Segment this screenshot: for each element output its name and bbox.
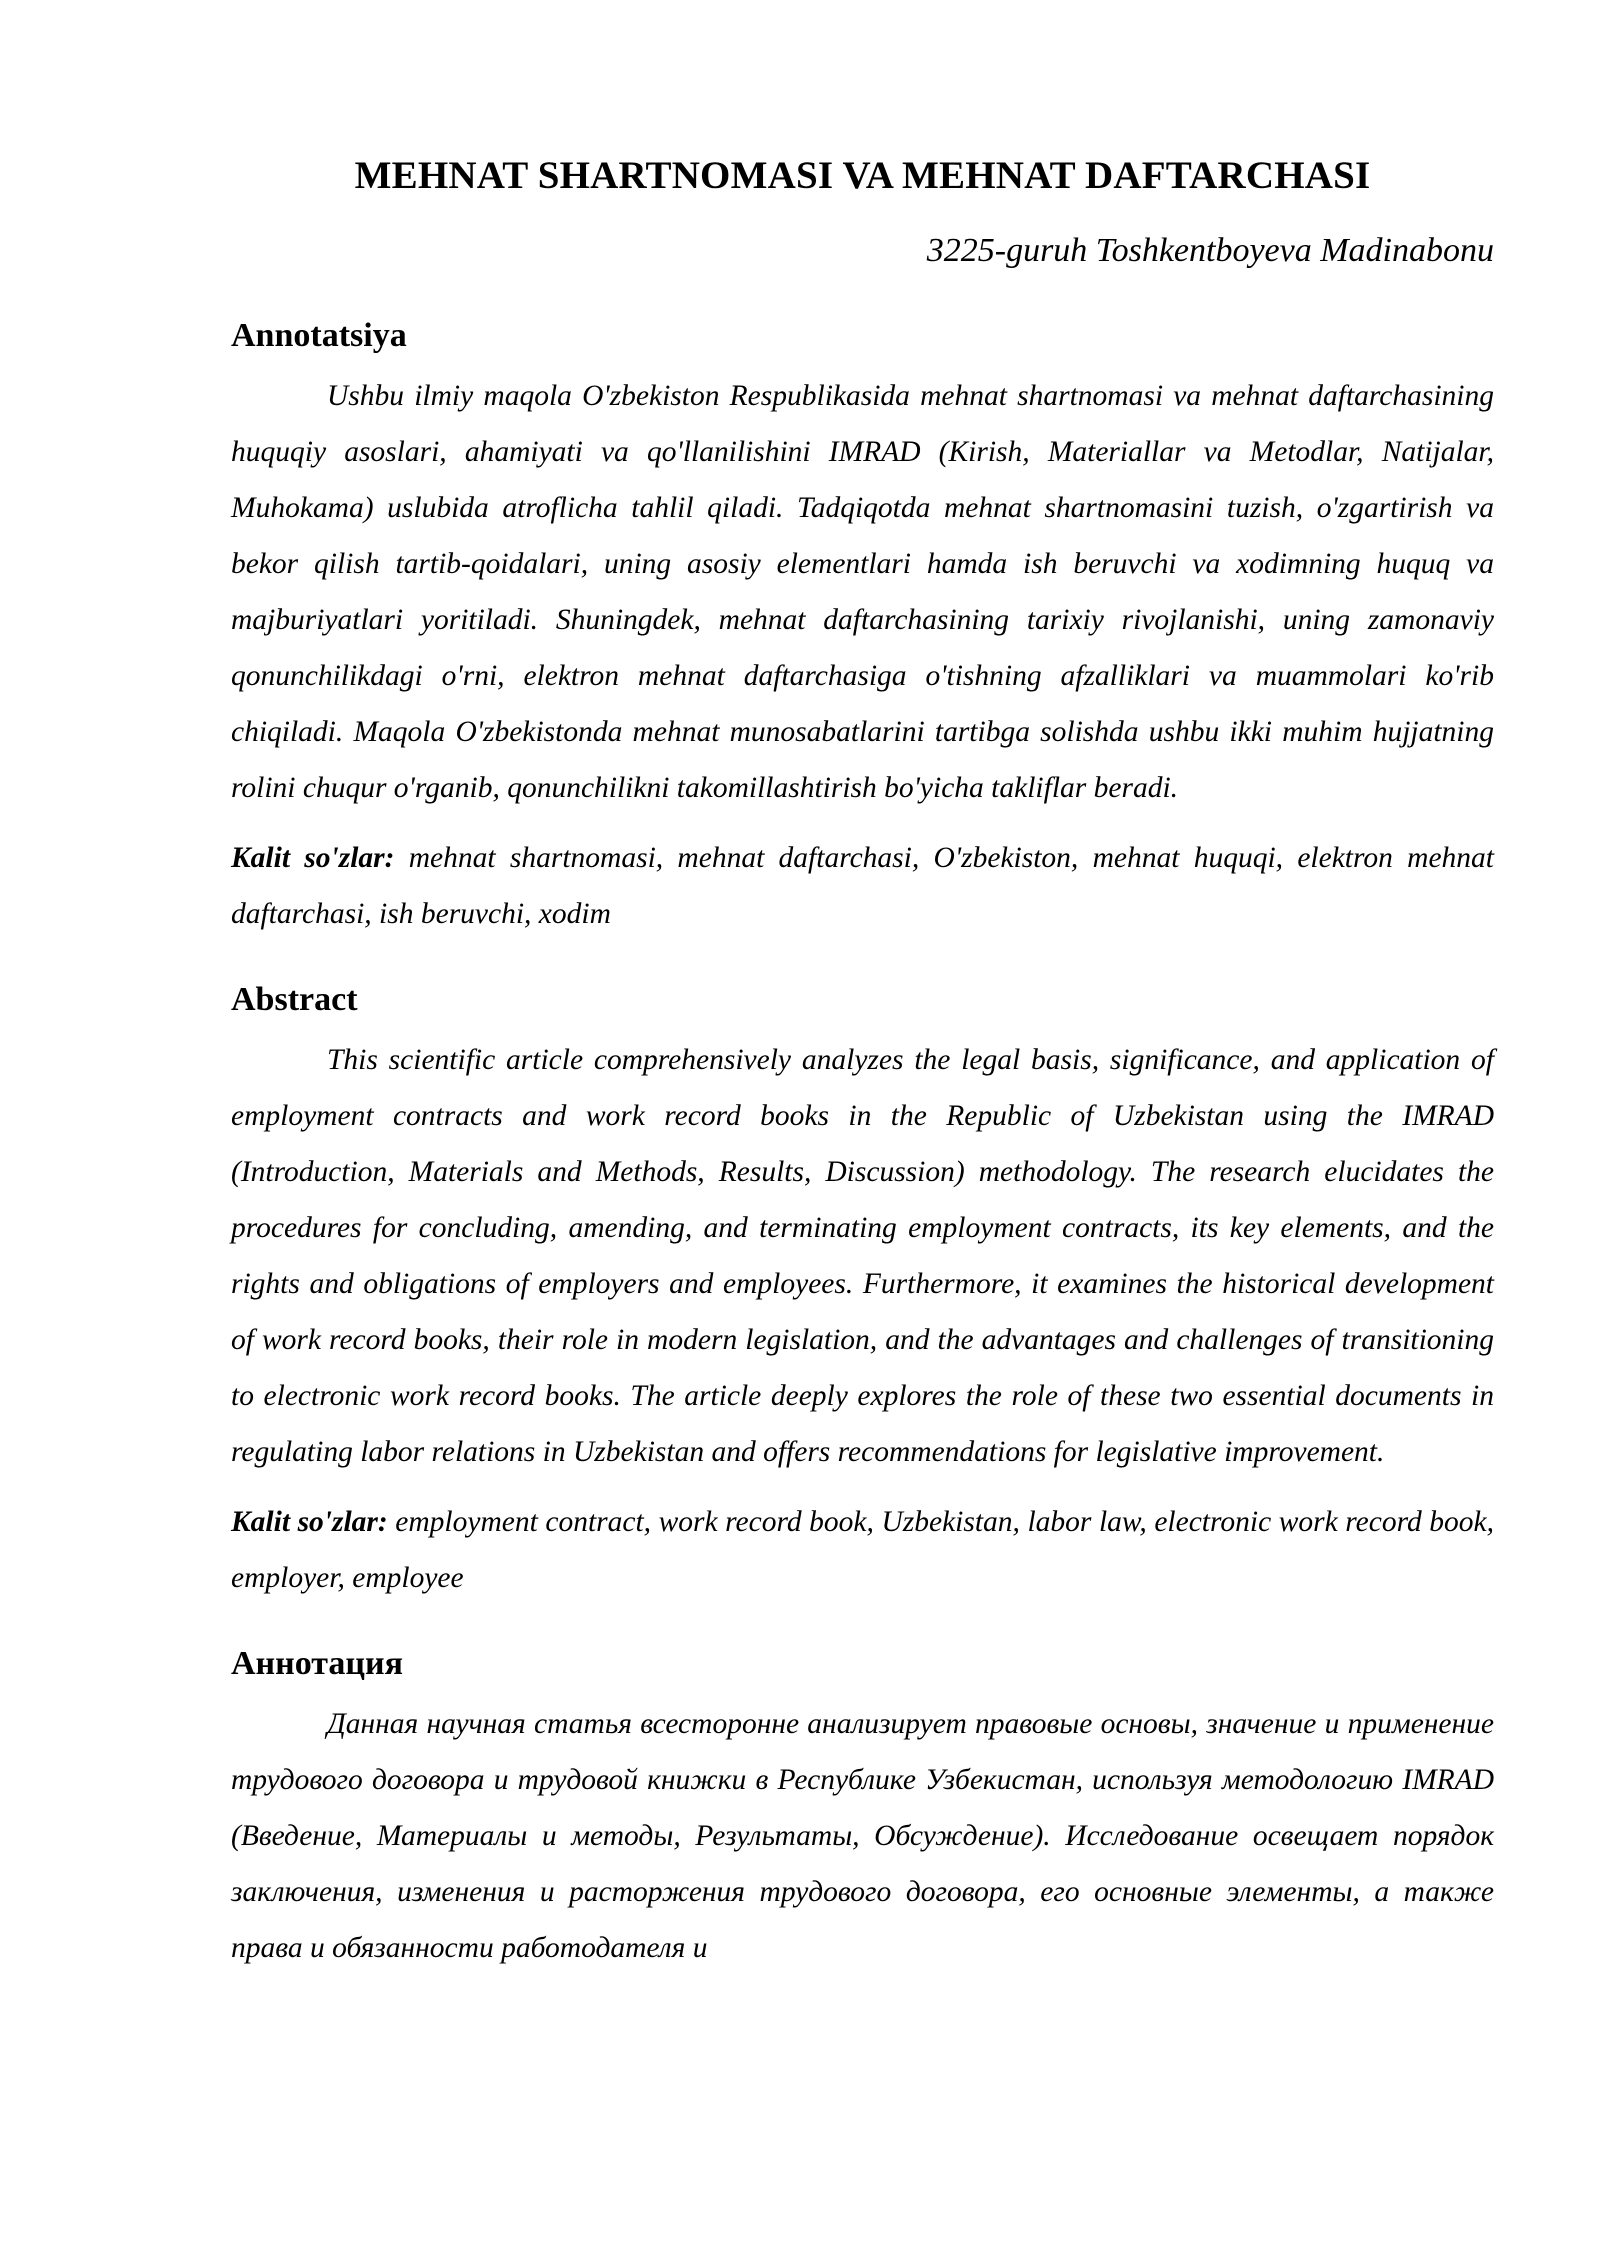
keywords-list: employment contract, work record book, Uzbekistan, labor law, electronic work record book, employer, employee (231, 1506, 1495, 1594)
keywords-list: mehnat shartnomasi, mehnat daftarchasi, O'zbekiston, mehnat huquqi, elektron mehnat daftarchasi, ish beruvchi, xodim (231, 842, 1495, 930)
article-title: MEHNAT SHARTNOMASI VA MEHNAT DAFTARCHASI (354, 154, 1371, 197)
section-annotation-uz (231, 314, 1494, 942)
page-content (231, 148, 1494, 1976)
section-annotation-ru (231, 1642, 1494, 1976)
section-heading-abstract: Abstract (231, 981, 358, 1018)
keywords-label: Kalit so'zlar: (231, 842, 395, 874)
abstract-paragraph-en: This scientific article comprehensively analyzes the legal basis, significance, and application of employment contracts and work record books in the Republic of Uzbekistan using the IMRAD (Introduction, Materials and Methods, Results, Discussion) methodology. The research elucidates the procedures for concluding, amending, and terminating employment contracts, its key elements, and the rights and obligations of employers and employees. Furthermore, it examines the historical development of work record books, their role in modern legislation, and the advantages and challenges of transitioning to electronic work record books. The article deeply explores the role of these two essential documents in regulating labor relations in Uzbekistan and offers recommendations for legislative improvement. (231, 1044, 1494, 1468)
keywords-uz (231, 830, 1494, 942)
keywords-en (231, 1494, 1494, 1606)
section-heading-annotatsiya: Annotatsiya (231, 317, 407, 354)
section-abstract-en (231, 978, 1494, 1606)
annotation-paragraph-uz: Ushbu ilmiy maqola O'zbekiston Respublikasida mehnat shartnomasi va mehnat daftarchasining huquqiy asoslari, ahamiyati va qo'llanilishini IMRAD (Kirish, Materiallar va Metodlar, Natijalar, Muhokama) uslubida atroflicha tahlil qiladi. Tadqiqotda mehnat shartnomasini tuzish, o'zgartirish va bekor qilish tartib-qoidalari, uning asosiy elementlari hamda ish beruvchi va xodimning huquq va majburiyatlari yoritiladi. Shuningdek, mehnat daftarchasining tarixiy rivojlanishi, uning zamonaviy qonunchilikdagi o'rni, elektron mehnat daftarchasiga o'tishning afzalliklari va muammolari ko'rib chiqiladi. Maqola O'zbekistonda mehnat munosabatlarini tartibga solishda ushbu ikki muhim hujjatning rolini chuqur o'rganib, qonunchilikni takomillashtirish bo'yicha takliflar beradi. (231, 380, 1494, 804)
author-line: 3225-guruh Toshkentboyeva Madinabonu (926, 232, 1494, 269)
annotation-paragraph-ru: Данная научная статья всесторонне анализирует правовые основы, значение и применение трудового договора и трудовой книжки в Республике Узбекистан, используя методологию IMRAD (Введение, Материалы и методы, Результаты, Обсуждение). Исследование освещает порядок заключения, изменения и расторжения трудового договора, его основные элементы, а также права и обязанности работодателя и (231, 1708, 1494, 1964)
section-heading-annotatsiya-ru: Аннотация (231, 1645, 403, 1682)
keywords-label: Kalit so'zlar: (231, 1506, 388, 1538)
